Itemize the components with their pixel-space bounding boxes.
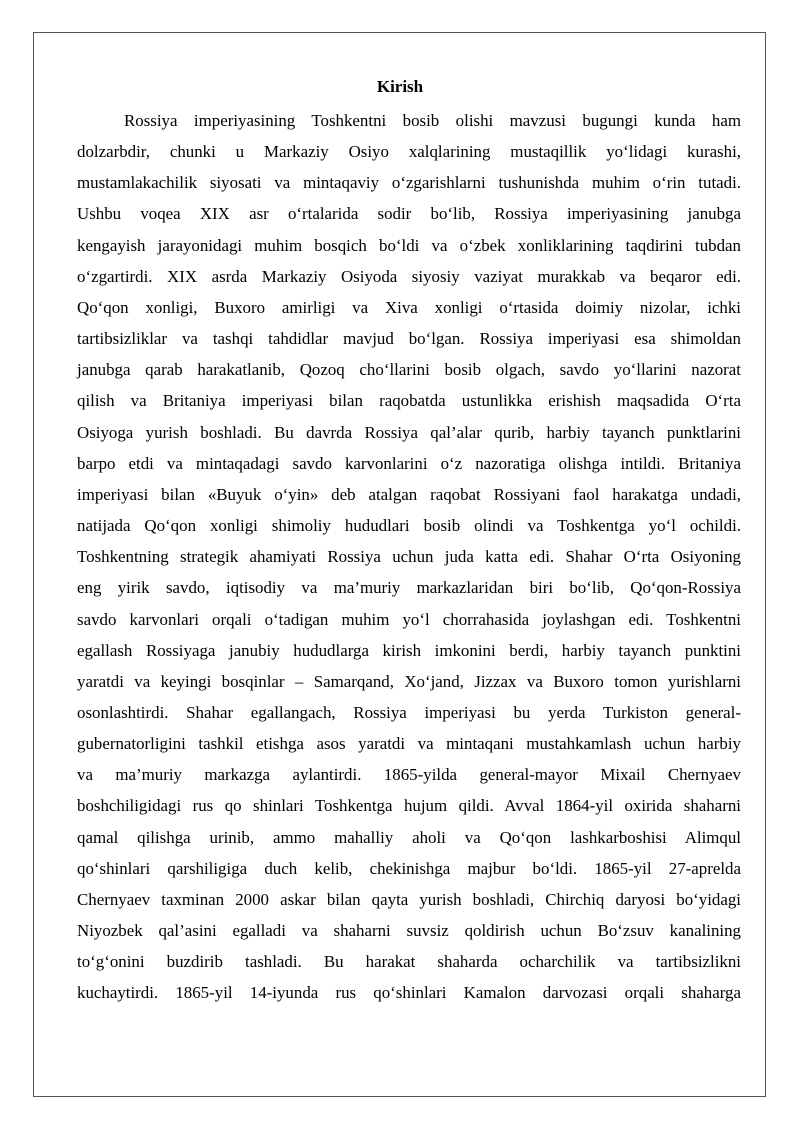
text-line: natijada Qo‘qon xonligi shimoliy hududlari bosib olindi va Toshkentga yo‘l ochildi.	[77, 516, 741, 536]
text-line: gubernatorligini tashkil etishga asos yaratdi va mintaqani mustahkamlash uchun harbiy	[77, 734, 741, 754]
text-line: o‘zgartirdi. XIX asrda Markaziy Osiyoda siyosiy vaziyat murakkab va beqaror edi.	[77, 266, 741, 286]
text-line: mustamlakachilik siyosati va mintaqaviy o‘zgarishlarni tushunishda muhim o‘rin tutadi.	[77, 173, 741, 193]
text-line: osonlashtirdi. Shahar egallangach, Rossiya imperiyasi bu yerda Turkiston general-	[77, 702, 741, 722]
text-line: dolzarbdir, chunki u Markaziy Osiyo xalqlarining mustaqillik yo‘lidagi kurashi,	[77, 142, 741, 162]
text-line: Osiyoga yurish boshladi. Bu davrda Rossiya qal’alar qurib, harbiy tayanch punktlarini	[77, 422, 741, 442]
text-line: eng yirik savdo, iqtisodiy va ma’muriy markazlaridan biri bo‘lib, Qo‘qon-Rossiya	[77, 578, 741, 598]
text-line: Chernyaev taxminan 2000 askar bilan qayta yurish boshladi, Chirchiq daryosi bo‘yidagi	[77, 889, 741, 909]
text-line: kuchaytirdi. 1865-yil 14-iyunda rus qo‘shinlari Kamalon darvozasi orqali shaharga	[77, 983, 741, 1003]
text-line: tartibsizliklar va tashqi tahdidlar mavjud bo‘lgan. Rossiya imperiyasi esa shimoldan	[77, 329, 741, 349]
text-line: Rossiya imperiyasining Toshkentni bosib olishi mavzusi bugungi kunda ham	[124, 111, 741, 130]
text-line: to‘g‘onini buzdirib tashladi. Bu harakat shaharda ocharchilik va tartibsizlikni	[77, 952, 741, 972]
text-line: kengayish jarayonidagi muhim bosqich bo‘ldi va o‘zbek xonliklarining taqdirini tubdan	[77, 235, 741, 255]
text-line: savdo karvonlari orqali o‘tadigan muhim yo‘l chorrahasida joylashgan edi. Toshkentni	[77, 609, 741, 629]
text-line: Toshkentning strategik ahamiyati Rossiya uchun juda katta edi. Shahar O‘rta Osiyoning	[77, 547, 741, 567]
text-line: va ma’muriy markazga aylantirdi. 1865-yilda general-mayor Mixail Chernyaev	[77, 765, 741, 785]
document-body	[77, 105, 741, 1009]
text-line: Qo‘qon xonligi, Buxoro amirligi va Xiva xonligi o‘rtasida doimiy nizolar, ichki	[77, 297, 741, 317]
text-line: Ushbu voqea XIX asr o‘rtalarida sodir bo‘lib, Rossiya imperiyasining janubga	[77, 204, 741, 224]
text-line: barpo etdi va mintaqadagi savdo karvonlarini o‘z nazoratiga olishga intildi. Britaniya	[77, 453, 741, 473]
text-line: yaratdi va keyingi bosqinlar – Samarqand, Xo‘jand, Jizzax va Buxoro tomon yurishlarni	[77, 671, 741, 691]
document-title: Kirish	[376, 77, 424, 96]
text-line: qo‘shinlari qarshiligiga duch kelib, chekinishga majbur bo‘ldi. 1865-yil 27-aprelda	[77, 858, 741, 878]
text-line: boshchiligidagi rus qo shinlari Toshkentga hujum qildi. Avval 1864-yil oxirida shaharni	[77, 796, 741, 816]
text-line: imperiyasi bilan «Buyuk o‘yin» deb atalgan raqobat Rossiyani faol harakatga undadi,	[77, 484, 741, 504]
text-line: Niyozbek qal’asini egalladi va shaharni suvsiz qoldirish uchun Bo‘zsuv kanalining	[77, 921, 741, 941]
text-line: qilish va Britaniya imperiyasi bilan raqobatda ustunlikka erishish maqsadida O‘rta	[77, 391, 741, 411]
text-line: janubga qarab harakatlanib, Qozoq cho‘llarini bosib olgach, savdo yo‘llarini nazorat	[77, 360, 741, 380]
text-line: egallash Rossiyaga janubiy hududlarga kirish imkonini berdi, harbiy tayanch punktini	[77, 640, 741, 660]
text-line: qamal qilishga urinib, ammo mahalliy aholi va Qo‘qon lashkarboshisi Alimqul	[77, 827, 741, 847]
